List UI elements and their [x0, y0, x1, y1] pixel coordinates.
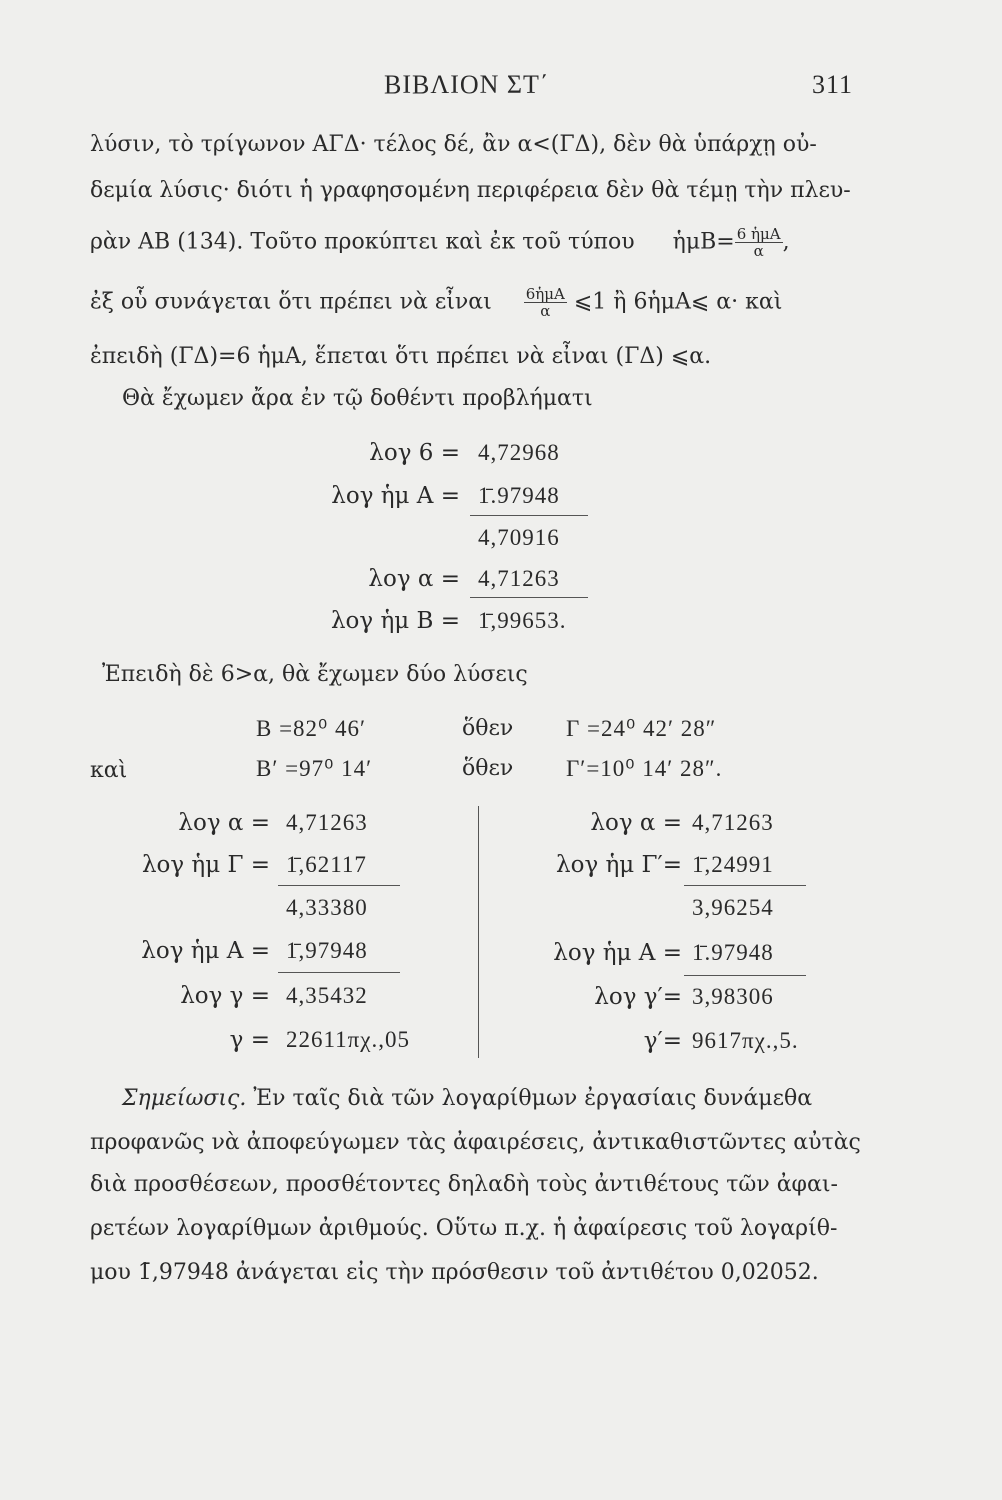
right-calc-value: 3,98306 [692, 984, 774, 1009]
left-calc-value: 4,33380 [286, 895, 368, 920]
calc1-value: 4,71263 [478, 566, 560, 591]
solution-hence: ὅθεν [462, 716, 514, 741]
note-line-3: διὰ προσθέσεων, προσθέτοντες δηλαδὴ τοὺς ἀντιθέτους τῶν ἀφαι- [90, 1172, 838, 1197]
text-line-3: ρὰν ΑΒ (134). Τοῦτο προκύπτει καὶ ἐκ τοῦ τύπου ἡμΒ= $\frac{\text{6 ἡμΑ}}{\alpha}$ , [90, 225, 790, 260]
right-calc-label: λογ γ′= [594, 984, 682, 1010]
formula-fraction-1 [735, 226, 783, 259]
text-line-4-b: ⩽1 ἢ 6ἡμΑ⩽ α· καὶ [573, 289, 783, 315]
text-line-4-a: ἐξ οὗ συνάγεται ὅτι πρέπει νὰ εἶναι [90, 289, 492, 315]
left-calc-label: λογ ἡμ Γ = [141, 852, 270, 878]
right-calc-label: λογ α = [590, 810, 682, 836]
solution-B-prime: Β′ =97⁰ 14′ [256, 756, 373, 781]
left-calc-value: 1̄,97948 [286, 938, 368, 963]
text-line-7: Ἐπειδὴ δὲ 6>α, θὰ ἔχωμεν δύο λύσεις [102, 662, 528, 687]
right-calc-label: λογ ἡμ Α = [553, 940, 682, 966]
right-calc-value: 1̄,24991 [692, 852, 774, 877]
left-calc-value: 4,71263 [286, 810, 368, 835]
solution-G-prime: Γ′=10⁰ 14′ 28″. [566, 756, 723, 781]
solution-hence: ὅθεν [462, 756, 514, 781]
left-calc-label: γ = [229, 1027, 270, 1053]
calc1-value: 1̄,99653. [478, 608, 567, 633]
note-line-5: μου 1̄,97948 ἀνάγεται εἰς τὴν πρόσθεσιν τοῦ ἀντιθέτου 0,02052. [90, 1260, 819, 1285]
page-number: 311 [812, 70, 854, 99]
right-calc-value: 9617πχ.,5. [692, 1028, 799, 1053]
left-calc-value: 1̄,62117 [286, 852, 367, 877]
fraction-denominator: α [540, 302, 551, 320]
text-line-1: λύσιν, τὸ τρίγωνον ΑΓΔ· τέλος δέ, ἂν α<(ΓΔ), δὲν θὰ ὑπάρχῃ οὐ- [90, 132, 817, 157]
running-header: ΒΙΒΛΙΟΝ ΣΤ΄ [384, 70, 550, 99]
right-calc-value: 4,71263 [692, 810, 774, 835]
sum-rule [470, 515, 588, 516]
calc1-label: λογ ἡμ Β = [330, 608, 460, 634]
left-calc-value: 22611πχ.,05 [286, 1027, 410, 1052]
sum-rule [278, 885, 400, 886]
fraction-numerator: 6 ἡμΑ [736, 225, 781, 243]
text-line-3-a: ρὰν ΑΒ (134). Τοῦτο προκύπτει καὶ ἐκ τοῦ τύπου [90, 229, 635, 255]
left-calc-value: 4,35432 [286, 983, 368, 1008]
note-text: Ἐν ταῖς διὰ τῶν λογαρίθμων ἐργασίαις δυνάμεθα [253, 1086, 813, 1111]
text-line-2: δεμία λύσις· διότι ἡ γραφησομένη περιφέρεια δὲν θὰ τέμῃ τὴν πλευ- [90, 178, 851, 203]
left-calc-label: λογ γ = [180, 983, 270, 1009]
right-calc-label: λογ ἡμ Γ′= [556, 852, 682, 878]
note-line-4: ρετέων λογαρίθμων ἀριθμούς. Οὕτω π.χ. ἡ ἀφαίρεσις τοῦ λογαρίθ- [90, 1216, 838, 1241]
note-line-2: προφανῶς νὰ ἀποφεύγωμεν τὰς ἀφαιρέσεις, ἀντικαθιστῶντες αὐτὰς [90, 1130, 861, 1155]
note-line-1 [122, 1086, 812, 1111]
text-line-4 [90, 286, 782, 319]
solution-G: Γ =24⁰ 42′ 28″ [566, 716, 717, 741]
fraction-numerator: 6ἡμΑ [525, 285, 565, 303]
calc1-label: λογ 6 = [369, 440, 460, 466]
calc1-label: λογ α = [368, 566, 460, 592]
calc1-value: 4,70916 [478, 525, 560, 550]
solution-and: καὶ [90, 758, 128, 783]
right-calc-value: 1̄.97948 [692, 940, 774, 965]
text-line-6: Θὰ ἔχωμεν ἄρα ἐν τῷ δοθέντι προβλήματι [122, 386, 593, 411]
formula-fraction-2 [524, 286, 567, 319]
text-line-5: ἐπειδὴ (ΓΔ)=6 ἡμΑ, ἕπεται ὅτι πρέπει νὰ εἶναι (ΓΔ) ⩽α. [90, 344, 712, 369]
formula-sinB: ἡμΒ= [672, 229, 735, 255]
sum-rule [278, 972, 400, 973]
left-calc-label: λογ ἡμ Α = [141, 938, 270, 964]
sum-rule [684, 975, 806, 976]
sum-rule [684, 885, 806, 886]
fraction-denominator: α [753, 242, 764, 260]
right-calc-label: γ′= [643, 1028, 682, 1054]
column-divider [478, 806, 479, 1058]
solution-B: Β =82⁰ 46′ [256, 716, 367, 741]
note-title: Σημείωσις. [122, 1086, 247, 1111]
calc1-label: λογ ἡμ Α = [331, 483, 460, 509]
calc1-value: 1̄.97948 [478, 483, 560, 508]
left-calc-label: λογ α = [178, 810, 270, 836]
calc1-value: 4,72968 [478, 440, 560, 465]
right-calc-value: 3,96254 [692, 895, 774, 920]
sum-rule [470, 597, 588, 598]
